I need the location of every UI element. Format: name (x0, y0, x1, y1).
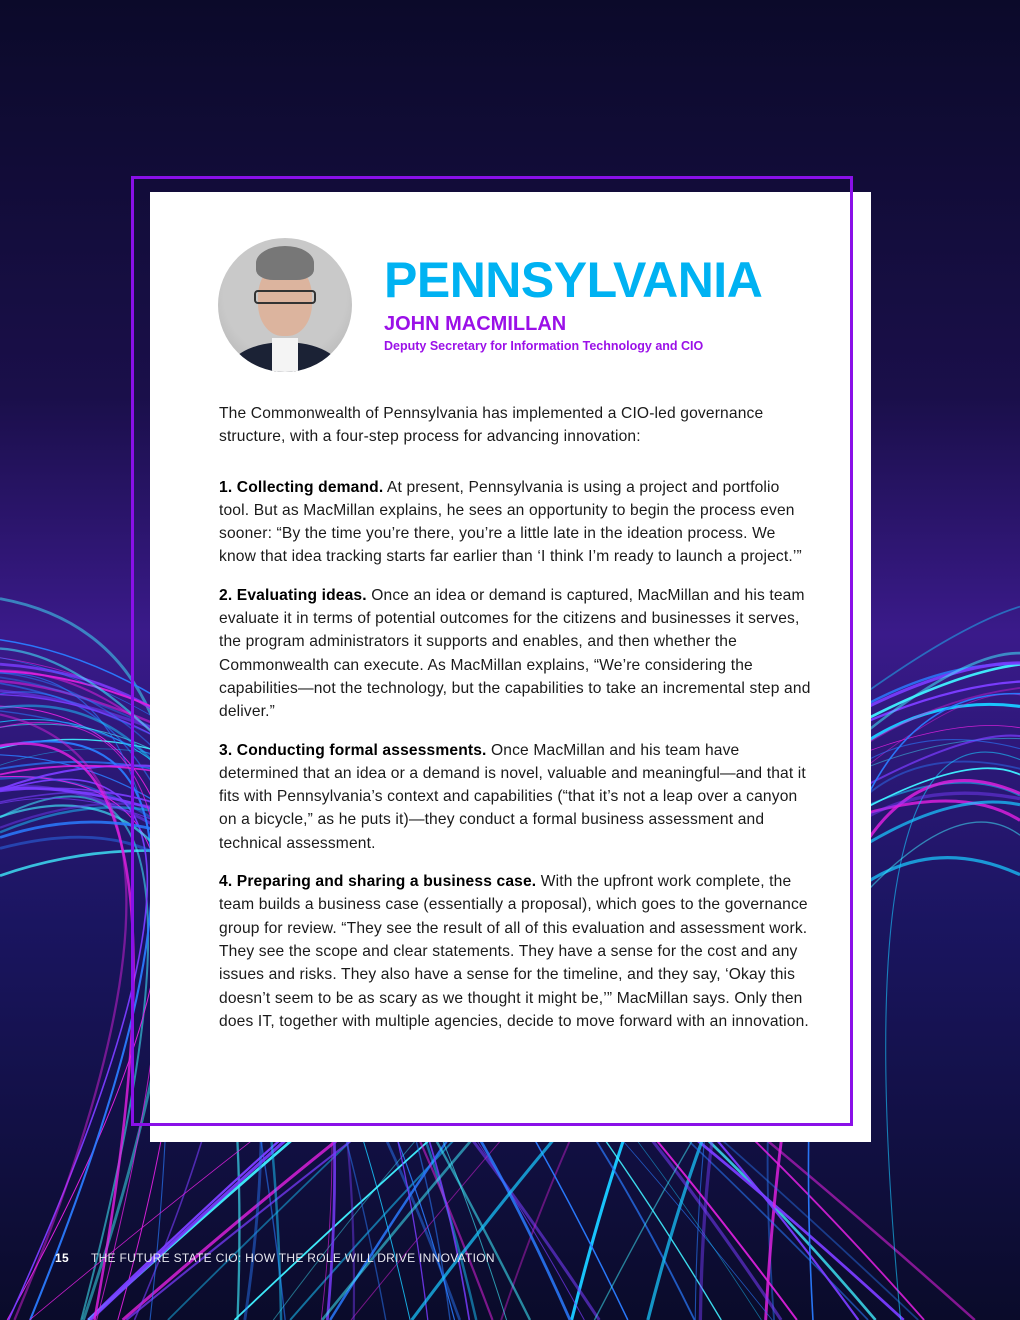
intro-paragraph: The Commonwealth of Pennsylvania has implemented a CIO-led governance structure, with a four-step process for advancing innovation: (219, 405, 764, 446)
step-heading: 4. Preparing and sharing a business case. (219, 873, 537, 891)
light-streak (0, 723, 162, 1320)
state-title: PENNSYLVANIA (384, 252, 763, 308)
step-heading: 1. Collecting demand. (219, 478, 384, 496)
step-paragraph (219, 739, 811, 855)
step-paragraph (219, 584, 811, 724)
portrait-photo (218, 238, 352, 372)
article-body (219, 402, 811, 1048)
light-streak (886, 752, 1020, 1320)
light-streak (0, 776, 160, 1320)
step-heading: 3. Conducting formal assessments. (219, 741, 487, 759)
step-text: At present, Pennsylvania is using a project and portfolio tool. But as MacMillan explains, he sees an opportunity to begin the process even sooner: “By the time you’re there, you’re a little late in the ideation process. We know that idea tracking starts far earlier than ‘I think I’m ready to launch a project.’” (219, 478, 802, 566)
step-text: Once MacMillan and his team have determined that an idea or a demand is novel, valuable and meaningful—and that it fits with Pennsylvania’s context and capabilities (“that it’s not a leap over a canyon on a bicycle,” as he puts it)—they conduct a formal business assessment and technical assessment. (219, 741, 806, 852)
person-name: JOHN MACMILLAN (384, 313, 567, 335)
person-role: Deputy Secretary for Information Technology and CIO (384, 339, 704, 353)
light-streak (0, 744, 134, 1320)
profile-card (150, 192, 871, 1142)
step-text: With the upfront work complete, the team builds a business case (essentially a proposal), which goes to the governance group for review. “They see the result of all of this evaluation and assessment work. They see the scope and clear statements. They have a sense for the cost and any issues and risks. They also have a sense for the timeline, and they say, ‘Okay this doesn’t seem to be as scary as we thought it might be,’” MacMillan says. Only then does IT, together with multiple agencies, decide to move forward with an innovation. (219, 873, 809, 1030)
step-paragraph (219, 870, 811, 1033)
page-number: 15 (55, 1251, 69, 1265)
light-streak (0, 741, 152, 1320)
publication-title: THE FUTURE STATE CIO: HOW THE ROLE WILL DRIVE INNOVATION (90, 1251, 495, 1265)
page-footer (55, 1251, 495, 1265)
step-heading: 2. Evaluating ideas. (219, 586, 367, 604)
step-text: Once an idea or demand is captured, MacMillan and his team evaluate it in terms of potential outcomes for the citizens and businesses it serves, the program administrators it supports and enables, and then whether the Commonwealth can execute. As MacMillan explains, “We’re considering the capabilities—not the technology, but the capabilities to take an incremental step and deliver.” (219, 586, 811, 721)
step-paragraph (219, 476, 811, 569)
